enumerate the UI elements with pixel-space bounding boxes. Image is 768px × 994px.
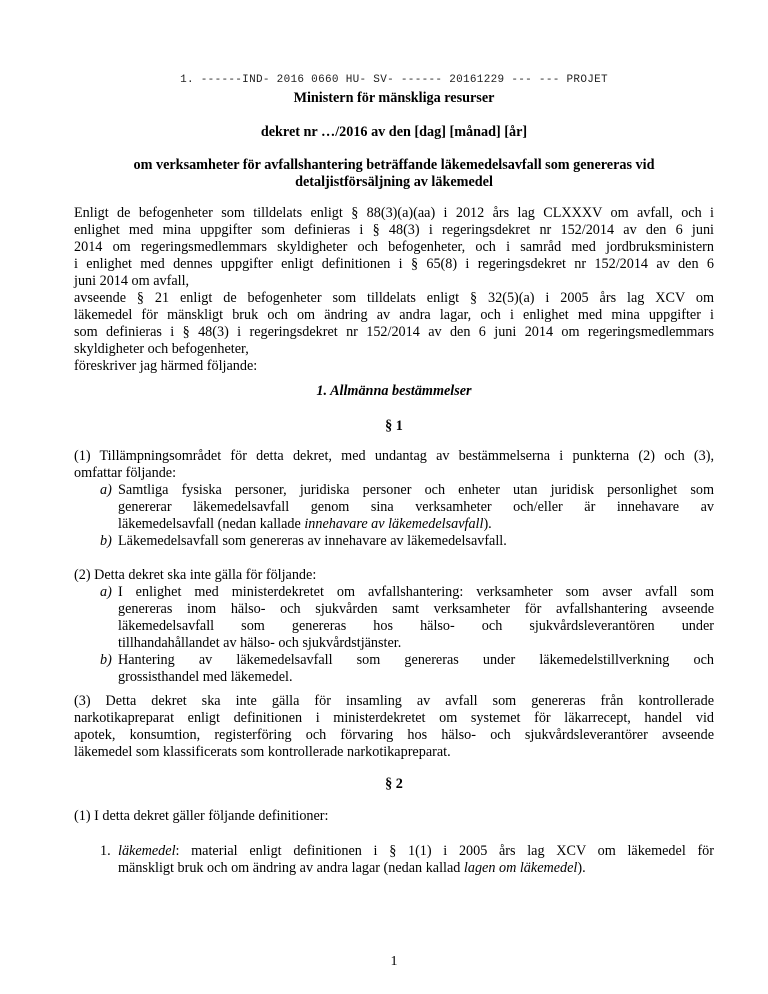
list-label: a) [100, 584, 112, 600]
list-item: Hantering av läkemedelsavfall som genereras under läkemedelstillverkning och grossisthandel med läkemedel. [118, 652, 714, 685]
issuing-authority: Ministern för mänskliga resurser [293, 90, 495, 106]
decree-subject: om verksamheter för avfallshantering beträffande läkemedelsavfall som genereras vid detaljistförsäljning av läkemedel [133, 157, 655, 190]
section1-paragraph1: (1) Tillämpningsområdet för detta dekret, med undantag av bestämmelserna i punkterna (2) och (3), omfattar följande: [74, 448, 714, 481]
section1-paragraph2: (2) Detta dekret ska inte gälla för följande: [74, 567, 317, 583]
list-label: b) [100, 533, 112, 549]
section-heading-2: § 2 [385, 776, 403, 792]
section-heading-1: § 1 [385, 418, 403, 434]
section2-paragraph1: (1) I detta dekret gäller följande definitioner: [74, 808, 329, 824]
section1-paragraph3: (3) Detta dekret ska inte gälla för insamling av avfall som genereras från kontrollerade narkotikapreparat enligt definitionen i ministerdekretet om systemet för läkarrecept, handel vid apotek, konsumtion, registerföring och förvaring hos hälso- och sjukvårdsleverantörer avseende läkemedel som klassificerats som kontrollerade narkotikapreparat. [74, 693, 714, 760]
definition-item: läkemedel: material enligt definitionen i § 1(1) i 2005 års lag XCV om läkemedel för mänskligt bruk och om ändring av andra lagar (nedan kallad lagen om läkemedel). [118, 843, 714, 876]
document-reference: 1. ------IND- 2016 0660 HU- SV- ------ 20161229 --- --- PROJET [180, 74, 608, 86]
chapter-title: 1. Allmänna bestämmelser [316, 383, 472, 399]
list-item: I enlighet med ministerdekretet om avfallshantering: verksamheter som avser avfall som genereras inom hälso- och sjukvården samt verksamheter för avfallshantering avseende läkemedelsavfall som genereras hos hälso- och sjukvårdsleverantören under tillhandahållandet av hälso- och sjukvårdstjänster. [118, 584, 714, 651]
list-label: a) [100, 482, 112, 498]
list-item: Samtliga fysiska personer, juridiska personer och enheter utan juridisk personlighet som genererar läkemedelsavfall genom sina verksamheter och/eller är innehavare av läkemedelsavfall (nedan kallade innehavare av läkemedelsavfall). [118, 482, 714, 532]
decree-number: dekret nr …/2016 av den [dag] [månad] [år] [260, 124, 528, 140]
list-item: Läkemedelsavfall som genereras av innehavare av läkemedelsavfall. [118, 533, 507, 549]
list-number: 1. [100, 843, 111, 859]
list-label: b) [100, 652, 112, 668]
page-number: 1 [390, 954, 398, 969]
preamble: Enligt de befogenheter som tilldelats enligt § 88(3)(a)(aa) i 2012 års lag CLXXXV om avfall, och i enlighet med mina uppgifter som definieras i § 48(3) i regeringsdekret nr 152/2014 av den 6 juni 2014 om regeringsmedlemmars skyldigheter och befogenheter, och i samråd med jordbruksministern i enlighet med dennes uppgifter enligt definitionen i § 65(8) i regeringsdekret nr 152/2014 av den 6 juni 2014 om avfall, avseende § 21 enligt de befogenheter som tilldelats enligt § 32(5)(a) i 2005 års lag XCV om läkemedel för mänskligt bruk och om ändring av andra lagar, och i enlighet med mina uppgifter i som definieras i § 48(3) i regeringsdekret nr 152/2014 av den 6 juni 2014 om regeringsmedlemmars skyldigheter och befogenheter, föreskriver jag härmed följande: [74, 205, 714, 374]
